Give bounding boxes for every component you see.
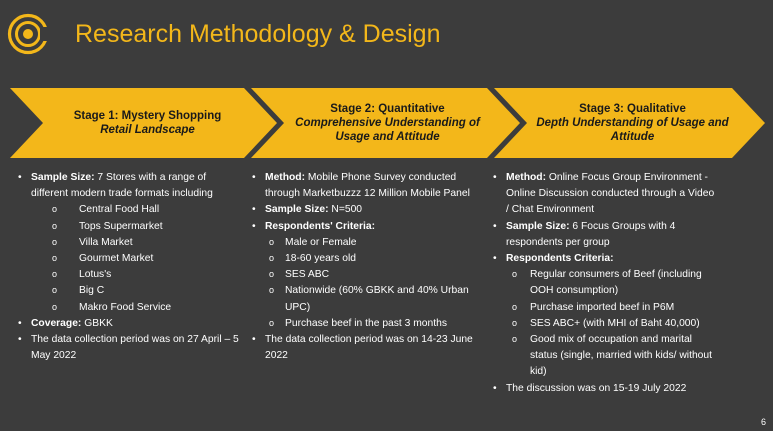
list-item: o Villa Market — [18, 235, 240, 251]
list-item: o Nationwide (60% GBKK and 40% Urban UPC) — [252, 283, 474, 315]
list-item: o Purchase beef in the past 3 months — [252, 316, 474, 332]
list-item: • Respondents' Criteria: — [252, 219, 474, 235]
logo-icon — [7, 13, 49, 55]
list-item: • Sample Size: 7 Stores with a range of different modern trade formats including — [18, 170, 240, 202]
list-item: o Tops Supermarket — [18, 219, 240, 235]
stage-2-details — [252, 170, 474, 364]
list-item: • The data collection period was on 27 April – 5 May 2022 — [18, 332, 240, 364]
list-item: o 18-60 years old — [252, 251, 474, 267]
stage-3-subtitle: Depth Understanding of Usage and Attitude — [536, 117, 729, 143]
stage-2-heading: Stage 2: Quantitative — [330, 103, 445, 115]
list-item: o Purchase imported beef in P6M — [493, 300, 715, 316]
stage-1-heading: Stage 1: Mystery Shopping — [73, 110, 222, 122]
list-item: o Lotus's — [18, 267, 240, 283]
stage-1-details — [18, 170, 240, 364]
stage-3-label — [535, 88, 730, 158]
stage-1-subtitle: Retail Landscape — [100, 124, 195, 136]
page-number: 6 — [760, 417, 766, 427]
list-item: • Coverage: GBKK — [18, 316, 240, 332]
stage-1-label — [45, 88, 250, 158]
stage-2-subtitle: Comprehensive Understanding of Usage and Attitude — [295, 117, 480, 143]
list-item: o Male or Female — [252, 235, 474, 251]
list-item: o Regular consumers of Beef (including OOH consumption) — [493, 267, 715, 299]
stage-3-heading: Stage 3: Qualitative — [579, 103, 686, 115]
list-item: • Respondents Criteria: — [493, 251, 715, 267]
list-item: o Central Food Hall — [18, 202, 240, 218]
list-item: • Method: Mobile Phone Survey conducted through Marketbuzzz 12 Million Mobile Panel — [252, 170, 474, 202]
list-item: • The discussion was on 15-19 July 2022 — [493, 381, 715, 397]
list-item: o SES ABC+ (with MHI of Baht 40,000) — [493, 316, 715, 332]
list-item: • Method: Online Focus Group Environment - Online Discussion conducted through a Video / Chat Environment — [493, 170, 715, 219]
list-item: o Gourmet Market — [18, 251, 240, 267]
page-title: Research Methodology & Design — [75, 20, 441, 48]
stage-2-label — [290, 88, 485, 158]
list-item: • Sample Size: 6 Focus Groups with 4 respondents per group — [493, 219, 715, 251]
list-item: • The data collection period was on 14-23 June 2022 — [252, 332, 474, 364]
stage-3-details — [493, 170, 715, 397]
list-item: o SES ABC — [252, 267, 474, 283]
list-item: • Sample Size: N=500 — [252, 202, 474, 218]
list-item: o Big C — [18, 283, 240, 299]
list-item: o Good mix of occupation and marital status (single, married with kids/ without kid) — [493, 332, 715, 381]
list-item: o Makro Food Service — [18, 300, 240, 316]
